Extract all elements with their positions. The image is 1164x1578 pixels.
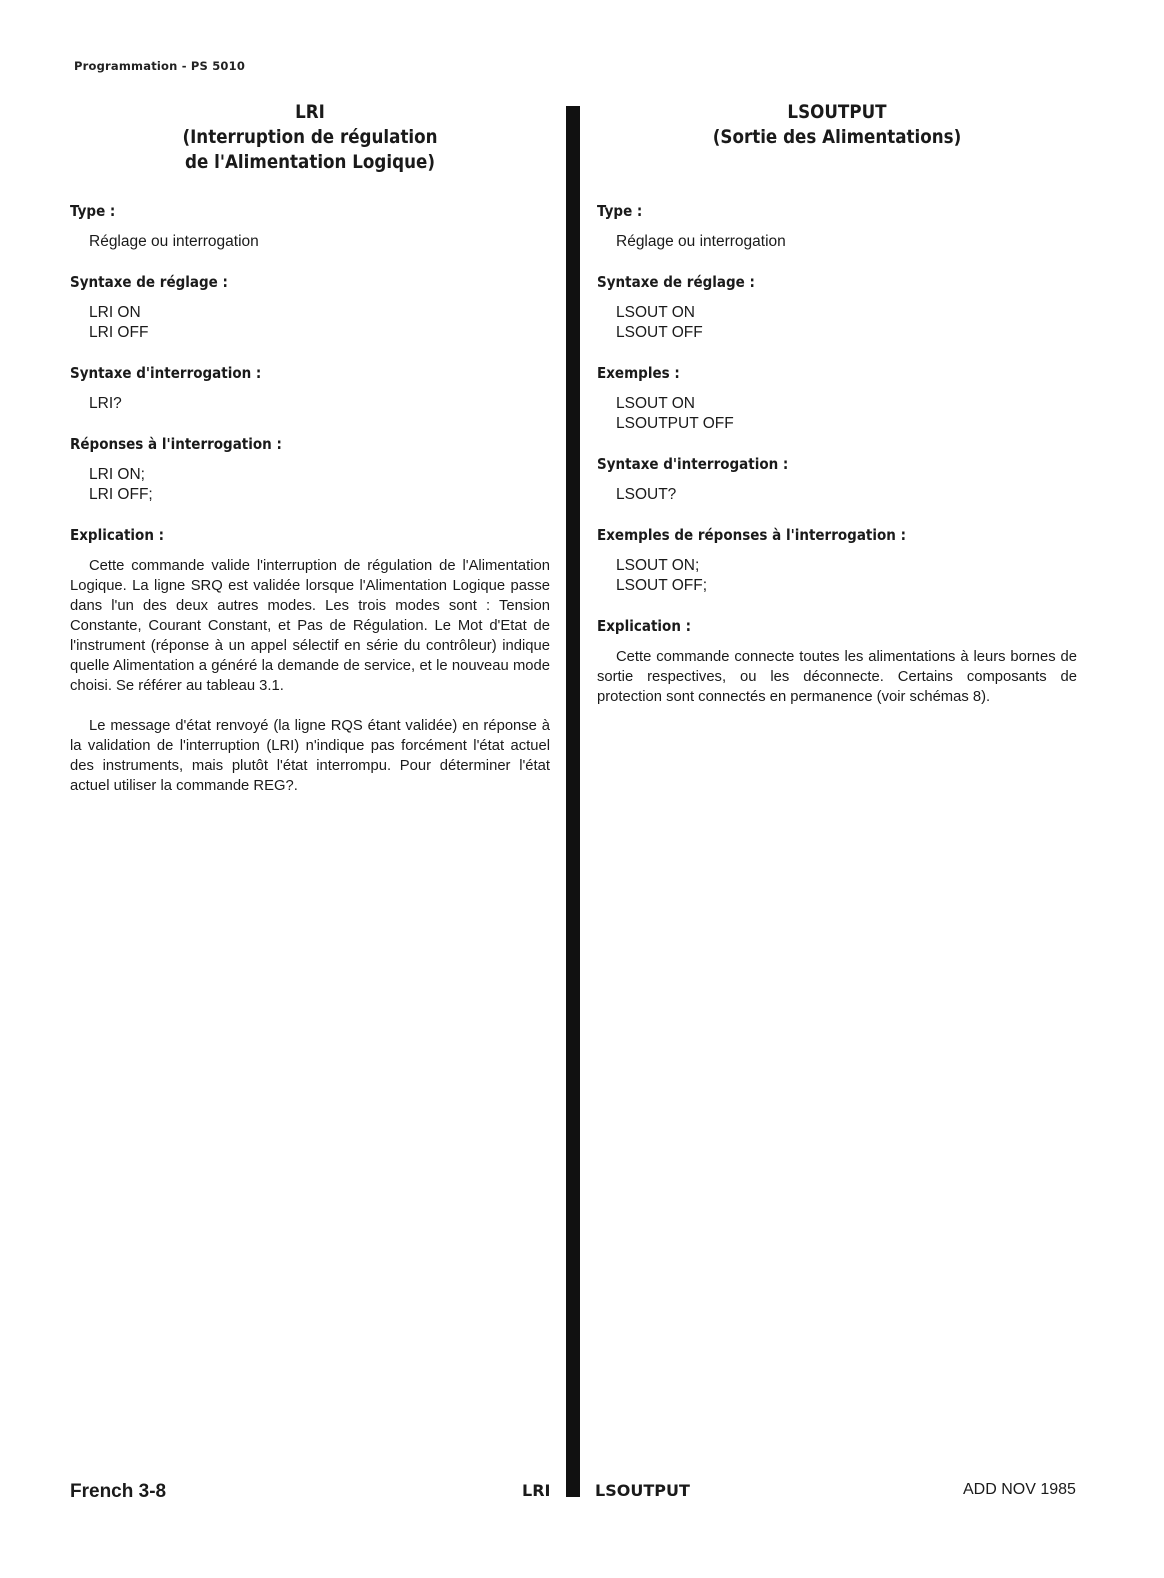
right-response-line: LSOUT OFF; (616, 577, 708, 594)
right-examples-heading: Exemples : (597, 364, 680, 382)
left-explanation-paragraph: Le message d'état renvoyé (la ligne RQS étant validée) en réponse à la validation de l'interruption (LRI) n'indique pas forcément l'état actuel des instruments, mais plutôt l'état interrompu. Pour déterminer l'état actuel utiliser la commande REG?. (70, 718, 550, 794)
right-column (597, 100, 1077, 707)
right-title-line-2: (Sortie des Alimentations) (712, 126, 962, 148)
right-set-syntax-heading: Syntaxe de réglage : (597, 273, 755, 291)
right-query-syntax-heading: Syntaxe d'interrogation : (597, 455, 789, 473)
left-column (70, 100, 550, 796)
right-example-line: LSOUT ON (616, 395, 695, 412)
left-response-line: LRI OFF; (89, 486, 153, 503)
footer-left-topic: LRI (522, 1481, 551, 1500)
left-title (70, 100, 550, 175)
right-title (597, 100, 1077, 150)
column-divider-bar (566, 106, 580, 1497)
left-query-syntax-heading: Syntaxe d'interrogation : (70, 364, 262, 382)
right-response-examples-heading: Exemples de réponses à l'interrogation : (597, 526, 906, 544)
left-title-line-3: de l'Alimentation Logique) (185, 151, 435, 173)
right-title-line-1: LSOUTPUT (787, 101, 887, 123)
right-set-syntax-line: LSOUT OFF (616, 324, 703, 341)
right-explanation-heading: Explication : (597, 617, 692, 635)
left-title-line-2: (Interruption de régulation (182, 126, 438, 148)
left-query-syntax-line: LRI? (89, 395, 122, 412)
right-query-syntax-line: LSOUT? (616, 486, 677, 503)
page-header: Programmation - PS 5010 (74, 59, 246, 73)
right-response-line: LSOUT ON; (616, 557, 700, 574)
footer-page-number: French 3-8 (70, 1481, 167, 1502)
left-type-heading: Type : (70, 202, 116, 220)
left-set-syntax-line: LRI OFF (89, 324, 149, 341)
left-type-value: Réglage ou interrogation (89, 233, 259, 250)
right-explanation-paragraph: Cette commande connecte toutes les alimentations à leurs bornes de sortie respectives, ou les déconnecte. Certains composants de protection sont connectés en permanence (voir schémas 8). (597, 649, 1077, 705)
right-example-line: LSOUTPUT OFF (616, 415, 734, 432)
left-explanation-heading: Explication : (70, 526, 165, 544)
left-title-line-1: LRI (295, 101, 325, 123)
footer-date: ADD NOV 1985 (963, 1481, 1076, 1498)
footer-right-topic: LSOUTPUT (595, 1481, 690, 1500)
right-type-heading: Type : (597, 202, 643, 220)
left-response-line: LRI ON; (89, 466, 145, 483)
left-set-syntax-line: LRI ON (89, 304, 141, 321)
right-type-value: Réglage ou interrogation (616, 233, 786, 250)
left-set-syntax-heading: Syntaxe de réglage : (70, 273, 228, 291)
left-responses-heading: Réponses à l'interrogation : (70, 435, 282, 453)
left-explanation-paragraph: Cette commande valide l'interruption de régulation de l'Alimentation Logique. La ligne SRQ est validée lorsque l'Alimentation Logique passe dans l'un des deux autres modes. Les trois modes sont : Tension Constante, Courant Constant, et Pas de Régulation. Le Mot d'Etat de l'instrument (réponse à un appel sélectif en série du contrôleur) indique quelle Alimentation a généré la demande de service, et le nouveau mode choisi. Se référer au tableau 3.1. (70, 558, 550, 694)
right-set-syntax-line: LSOUT ON (616, 304, 695, 321)
